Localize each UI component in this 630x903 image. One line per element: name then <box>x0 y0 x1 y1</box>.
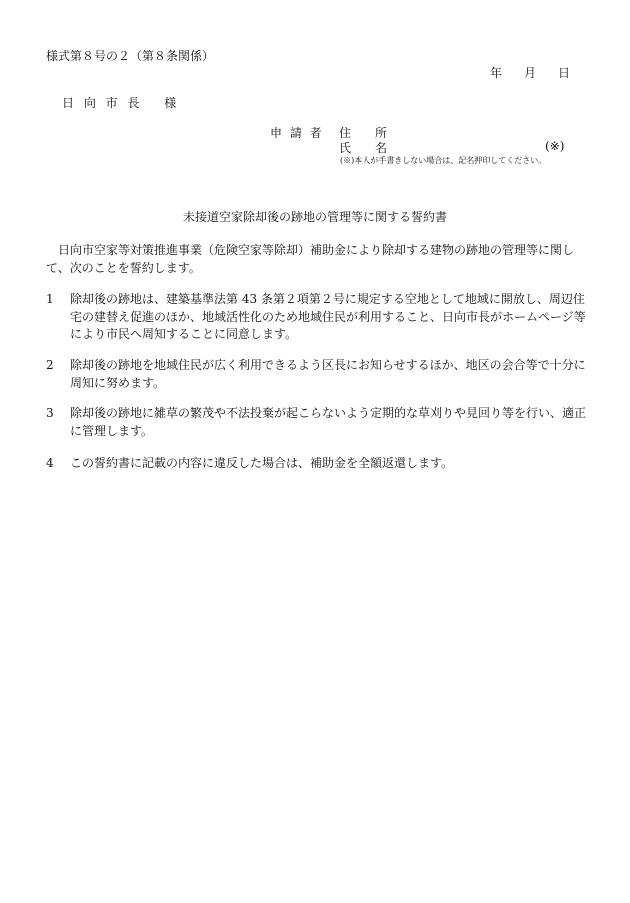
address-label: 住 所 <box>339 126 388 140</box>
pledge-number: 3 <box>46 406 54 420</box>
addressee: 日 向 市 長 様 <box>62 96 180 110</box>
name-label: 氏 名 <box>339 141 388 155</box>
pledge-item-3 <box>46 405 586 440</box>
pledge-number: 1 <box>46 292 54 306</box>
date-line <box>490 64 570 81</box>
applicant-label: 申 請 者 <box>270 126 324 140</box>
pledge-text: 除却後の跡地は、建築基準法第 43 条第２項第２号に規定する空地として地域に開放し、周辺住宅の建替え促進のほか、地域活性化のため地域住民が利用すること、日向市長がホームページ等により市民へ周知することに同意します。 <box>70 292 586 341</box>
document-title: 未接道空家除却後の跡地の管理等に関する誓約書 <box>182 210 447 224</box>
pledge-item-1 <box>46 291 586 344</box>
pledge-text: この誓約書に記載の内容に違反した場合は、補助金を全額返還します。 <box>70 456 454 470</box>
pledge-item-4 <box>46 455 586 473</box>
form-number: 様式第８号の２（第８条関係） <box>46 49 215 63</box>
pledge-text: 除却後の跡地を地域住民が広く利用できるよう区長にお知らせするほか、地区の会合等で十分に周知に努めます。 <box>70 358 586 390</box>
pledge-text: 除却後の跡地に雑草の繁茂や不法投棄が起こらないよう定期的な草刈りや見回り等を行い、適正に管理します。 <box>70 406 587 438</box>
pledge-number: 2 <box>46 358 54 372</box>
date-month: 月 <box>524 66 537 80</box>
pledge-number: 4 <box>46 456 54 470</box>
date-day: 日 <box>558 66 571 80</box>
pledge-item-2 <box>46 357 586 392</box>
seal-mark: (※) <box>545 139 565 153</box>
intro-paragraph: 日向市空家等対策推進事業（危険空家等除却）補助金により除却する建物の跡地の管理等に関して、次のことを誓約します。 <box>46 243 575 275</box>
signature-note: (※)本人が手書きしない場合は、記名押印してください。 <box>340 156 547 165</box>
date-year: 年 <box>490 66 503 80</box>
